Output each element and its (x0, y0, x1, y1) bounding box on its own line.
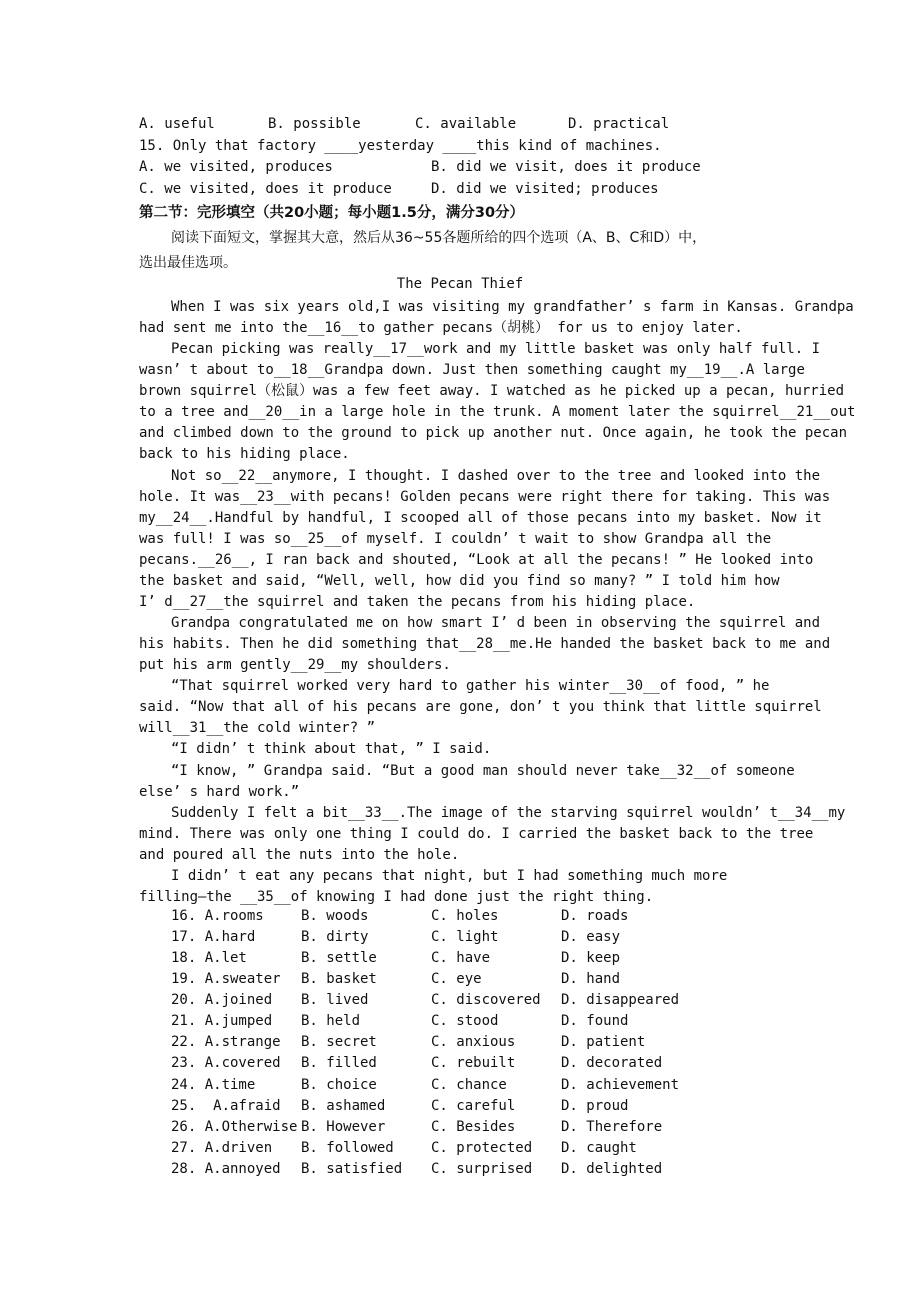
option-26-c: C. Besides (431, 1118, 516, 1135)
option-27-c: C. protected (431, 1139, 533, 1156)
option-23-c: C. rebuilt (431, 1055, 516, 1072)
passage-line: I didn’ t eat any pecans that night, but I had something much more (171, 867, 728, 884)
option-16-b: B. woods (301, 908, 369, 924)
q14-option-b: B. possible (268, 116, 361, 132)
q14-option-c: C. available (415, 116, 517, 132)
option-25-b: B. ashamed (301, 1097, 386, 1114)
option-18-b: B. settle (301, 950, 377, 967)
option-19-d: D. hand (561, 971, 621, 988)
option-17-b: B. dirty (301, 929, 369, 946)
passage-line: hole. It was__23__with pecans! Golden pecans were right there for taking. This was (139, 488, 831, 505)
section-heading: 第二节：完形填空（共20小题；每小题1.5分，满分30分） (139, 205, 525, 221)
passage-line: I’ d__27__the squirrel and taken the pecans from his hiding place. (139, 593, 696, 610)
option-19-c: C. eye (431, 971, 482, 988)
passage-line: said. “Now that all of his pecans are gone, don’ t you think that little squirrel (139, 699, 822, 716)
option-24-b: B. choice (301, 1076, 377, 1093)
passage-line: his habits. Then he did something that__28__me.He handed the basket back to me and (139, 636, 831, 653)
option-27-b: B. followed (301, 1139, 394, 1156)
option-27-d: D. caught (561, 1139, 637, 1156)
option-18-c: C. have (431, 950, 491, 967)
option-24-c: C. chance (431, 1076, 507, 1093)
option-28-c: C. surprised (431, 1160, 533, 1177)
option-17-c: C. light (431, 929, 499, 946)
option-23-a: 23. A.covered (171, 1055, 281, 1072)
option-21-b: B. held (301, 1013, 361, 1030)
passage-line: mind. There was only one thing I could do. I carried the basket back to the tree (139, 825, 814, 842)
option-28-b: B. satisfied (301, 1160, 403, 1177)
option-24-d: D. achievement (561, 1076, 680, 1093)
option-21-d: D. found (561, 1013, 629, 1030)
section-instruction-cont: 选出最佳选项。 (139, 255, 237, 271)
option-20-a: 20. A.joined (171, 992, 273, 1009)
passage-line: “That squirrel worked very hard to gather his winter__30__of food, ” he (171, 678, 770, 695)
option-25-a: 25. A.afraid (171, 1097, 281, 1114)
option-25-c: C. careful (431, 1097, 516, 1114)
q14-option-d: D. practical (568, 116, 670, 132)
option-22-d: D. patient (561, 1034, 646, 1051)
option-16-c: C. holes (431, 908, 499, 924)
option-20-c: C. discovered (431, 992, 541, 1009)
option-22-c: C. anxious (431, 1034, 516, 1051)
option-20-b: B. lived (301, 992, 369, 1009)
passage-line: to a tree and__20__in a large hole in the trunk. A moment later the squirrel__21__out (139, 404, 856, 421)
passage-line: and poured all the nuts into the hole. (139, 846, 460, 863)
passage-line: will__31__the cold winter? ” (139, 720, 376, 737)
passage-line: put his arm gently__29__my shoulders. (139, 657, 451, 674)
q15-option-c: C. we visited, does it produce (139, 181, 392, 197)
option-23-d: D. decorated (561, 1055, 663, 1072)
passage-line: was full! I was so__25__of myself. I couldn’ t wait to show Grandpa all the (139, 530, 772, 547)
option-21-c: C. stood (431, 1013, 499, 1030)
option-18-d: D. keep (561, 950, 621, 967)
passage-line: filling—the __35__of knowing I had done just the right thing. (139, 888, 654, 905)
q15-stem: 15. Only that factory ____yesterday ____this kind of machines. (139, 138, 662, 154)
q14-option-a: A. useful (139, 116, 215, 132)
option-20-d: D. disappeared (561, 992, 680, 1009)
passage-line: Pecan picking was really__17__work and my little basket was only half full. I (171, 341, 821, 358)
option-26-d: D. Therefore (561, 1118, 663, 1135)
option-18-a: 18. A.let (171, 950, 247, 967)
option-17-d: D. easy (561, 929, 621, 946)
option-19-b: B. basket (301, 971, 377, 988)
passage-line: pecans.__26__, I ran back and shouted, “Look at all the pecans! ” He looked into (139, 551, 814, 568)
passage-title: The Pecan Thief (396, 276, 524, 292)
q15-option-a: A. we visited, produces (139, 159, 333, 175)
passage-line: When I was six years old,I was visiting my grandfather’ s farm in Kansas. Grandpa (171, 299, 854, 315)
option-26-a: 26. A.Otherwise (171, 1118, 298, 1135)
option-16-a: 16. A.rooms (171, 908, 264, 924)
passage-line: brown squirrel（松鼠）was a few feet away. I watched as he picked up a pecan, hurried (139, 383, 845, 400)
option-22-a: 22. A.strange (171, 1034, 281, 1051)
passage-line: else’ s hard work.” (139, 783, 300, 800)
passage-line: my__24__.Handful by handful, I scooped all of those pecans into my basket. Now it (139, 509, 822, 526)
option-26-b: B. However (301, 1118, 386, 1135)
section-instruction: 阅读下面短文，掌握其大意，然后从36~55各题所给的四个选项（A、B、C和D）中， (171, 230, 707, 246)
passage-line: the basket and said, “Well, well, how did you find so many? ” I told him how (139, 572, 780, 589)
passage-line: Not so__22__anymore, I thought. I dashed over to the tree and looked into the (171, 467, 821, 484)
q15-option-b: B. did we visit, does it produce (431, 159, 701, 175)
option-17-a: 17. A.hard (171, 929, 256, 946)
option-16-d: D. roads (561, 908, 629, 924)
option-24-a: 24. A.time (171, 1076, 256, 1093)
option-28-a: 28. A.annoyed (171, 1160, 281, 1177)
option-27-a: 27. A.driven (171, 1139, 273, 1156)
q15-option-d: D. did we visited; produces (431, 181, 659, 197)
passage-line: “I didn’ t think about that, ” I said. (171, 741, 492, 758)
passage-line: back to his hiding place. (139, 446, 350, 463)
passage-line: Grandpa congratulated me on how smart I’ d been in observing the squirrel and (171, 615, 821, 632)
passage-line: wasn’ t about to__18__Grandpa down. Just then something caught my__19__.A large (139, 362, 805, 379)
option-19-a: 19. A.sweater (171, 971, 281, 988)
option-21-a: 21. A.jumped (171, 1013, 273, 1030)
option-22-b: B. secret (301, 1034, 377, 1051)
passage-line: “I know, ” Grandpa said. “But a good man should never take__32__of someone (171, 762, 795, 779)
passage-line: Suddenly I felt a bit__33__.The image of the starving squirrel wouldn’ t__34__my (171, 804, 846, 821)
passage-line: had sent me into the__16__to gather pecans（胡桃） for us to enjoy later. (139, 320, 743, 337)
option-25-d: D. proud (561, 1097, 629, 1114)
passage-line: and climbed down to the ground to pick up another nut. Once again, he took the pecan (139, 425, 848, 442)
option-23-b: B. filled (301, 1055, 377, 1072)
option-28-d: D. delighted (561, 1160, 663, 1177)
